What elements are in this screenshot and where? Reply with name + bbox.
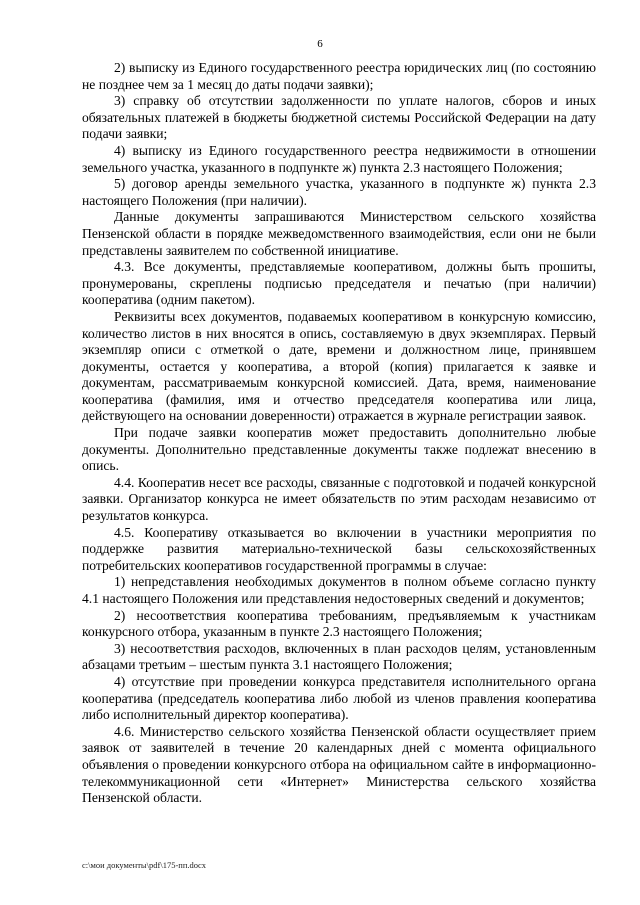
paragraph: 4) отсутствие при проведении конкурса представителя исполнительного органа кооператива (председатель кооператива либо любой из членов правления кооператива либо исполнительный директор кооператива).	[82, 673, 596, 723]
paragraph: 2) выписку из Единого государственного реестра юридических лиц (по состоянию не позднее чем за 1 месяц до даты подачи заявки);	[82, 60, 596, 92]
paragraph: 5) договор аренды земельного участка, указанного в подпункте ж) пункта 2.3 настоящего Положения (при наличии).	[82, 176, 596, 208]
paragraph: 1) непредставления необходимых документов в полном объеме согласно пункту 4.1 настоящего Положения или представления недостоверных сведений и документов;	[82, 574, 596, 606]
paragraph: 3) несоответствия расходов, включенных в план расходов целям, установленным абзацами третьим – шестым пункта 3.1 настоящего Положения;	[82, 640, 596, 673]
document-body	[82, 60, 596, 807]
paragraph: 2) несоответствия кооператива требованиям, предъявляемым к участникам конкурсного отбора, указанным в пункте 2.3 настоящего Положения;	[82, 607, 596, 640]
paragraph: 4.6. Министерство сельского хозяйства Пензенской области осуществляет прием заявок от заявителей в течение 20 календарных дней с момента официального объявления о проведении конкурсного отбора на официальном сайте в информационно-телекоммуникационной сети «Интернет» Министерства сельского хозяйства Пензенской области.	[82, 723, 596, 806]
paragraph: Данные документы запрашиваются Министерством сельского хозяйства Пензенской области в порядке межведомственного взаимодействия, если они не были представлены заявителем по собственной инициативе.	[82, 209, 596, 258]
paragraph: 4.3. Все документы, представляемые кооперативом, должны быть прошиты, пронумерованы, скреплены подписью председателя и печатью (при наличии) кооператива (одним пакетом).	[82, 259, 596, 308]
paragraph: 4.5. Кооперативу отказывается во включении в участники мероприятия по поддержке развития материально-технической базы сельскохозяйственных потребительских кооперативов государственной программы в случае:	[82, 524, 596, 573]
page-number: 6	[317, 38, 323, 50]
paragraph: 3) справку об отсутствии задолженности по уплате налогов, сборов и иных обязательных платежей в бюджеты бюджетной системы Российской Федерации на дату подачи заявки;	[82, 93, 596, 142]
file-path-footer: c:\мои документы\pdf\175-пп.docx	[82, 860, 207, 870]
paragraph: При подаче заявки кооператив может предоставить дополнительно любые документы. Дополнительно представленные документы также подлежат внесению в опись.	[82, 425, 596, 474]
paragraph: Реквизиты всех документов, подаваемых кооперативом в конкурсную комиссию, количество листов в них вносятся в опись, составляемую в двух экземплярах. Первый экземпляр описи с отметкой о дате, времени и должностном лице, принявшем документы, остается у кооператива, а второй (копия) прилагается к заявке и документам, рассматриваемым конкурсной комиссией. Дата, время, наименование кооператива (фамилия, имя и отчество председателя кооператива или лица, действующего на основании доверенности) отражается в журнале регистрации заявок.	[82, 308, 596, 424]
paragraph: 4.4. Кооператив несет все расходы, связанные с подготовкой и подачей конкурсной заявки. Организатор конкурса не имеет обязательств по этим расходам независимо от результатов конкурса.	[82, 474, 596, 524]
paragraph: 4) выписку из Единого государственного реестра недвижимости в отношении земельного участка, указанного в подпункте ж) пункта 2.3 настоящего Положения;	[82, 142, 596, 175]
